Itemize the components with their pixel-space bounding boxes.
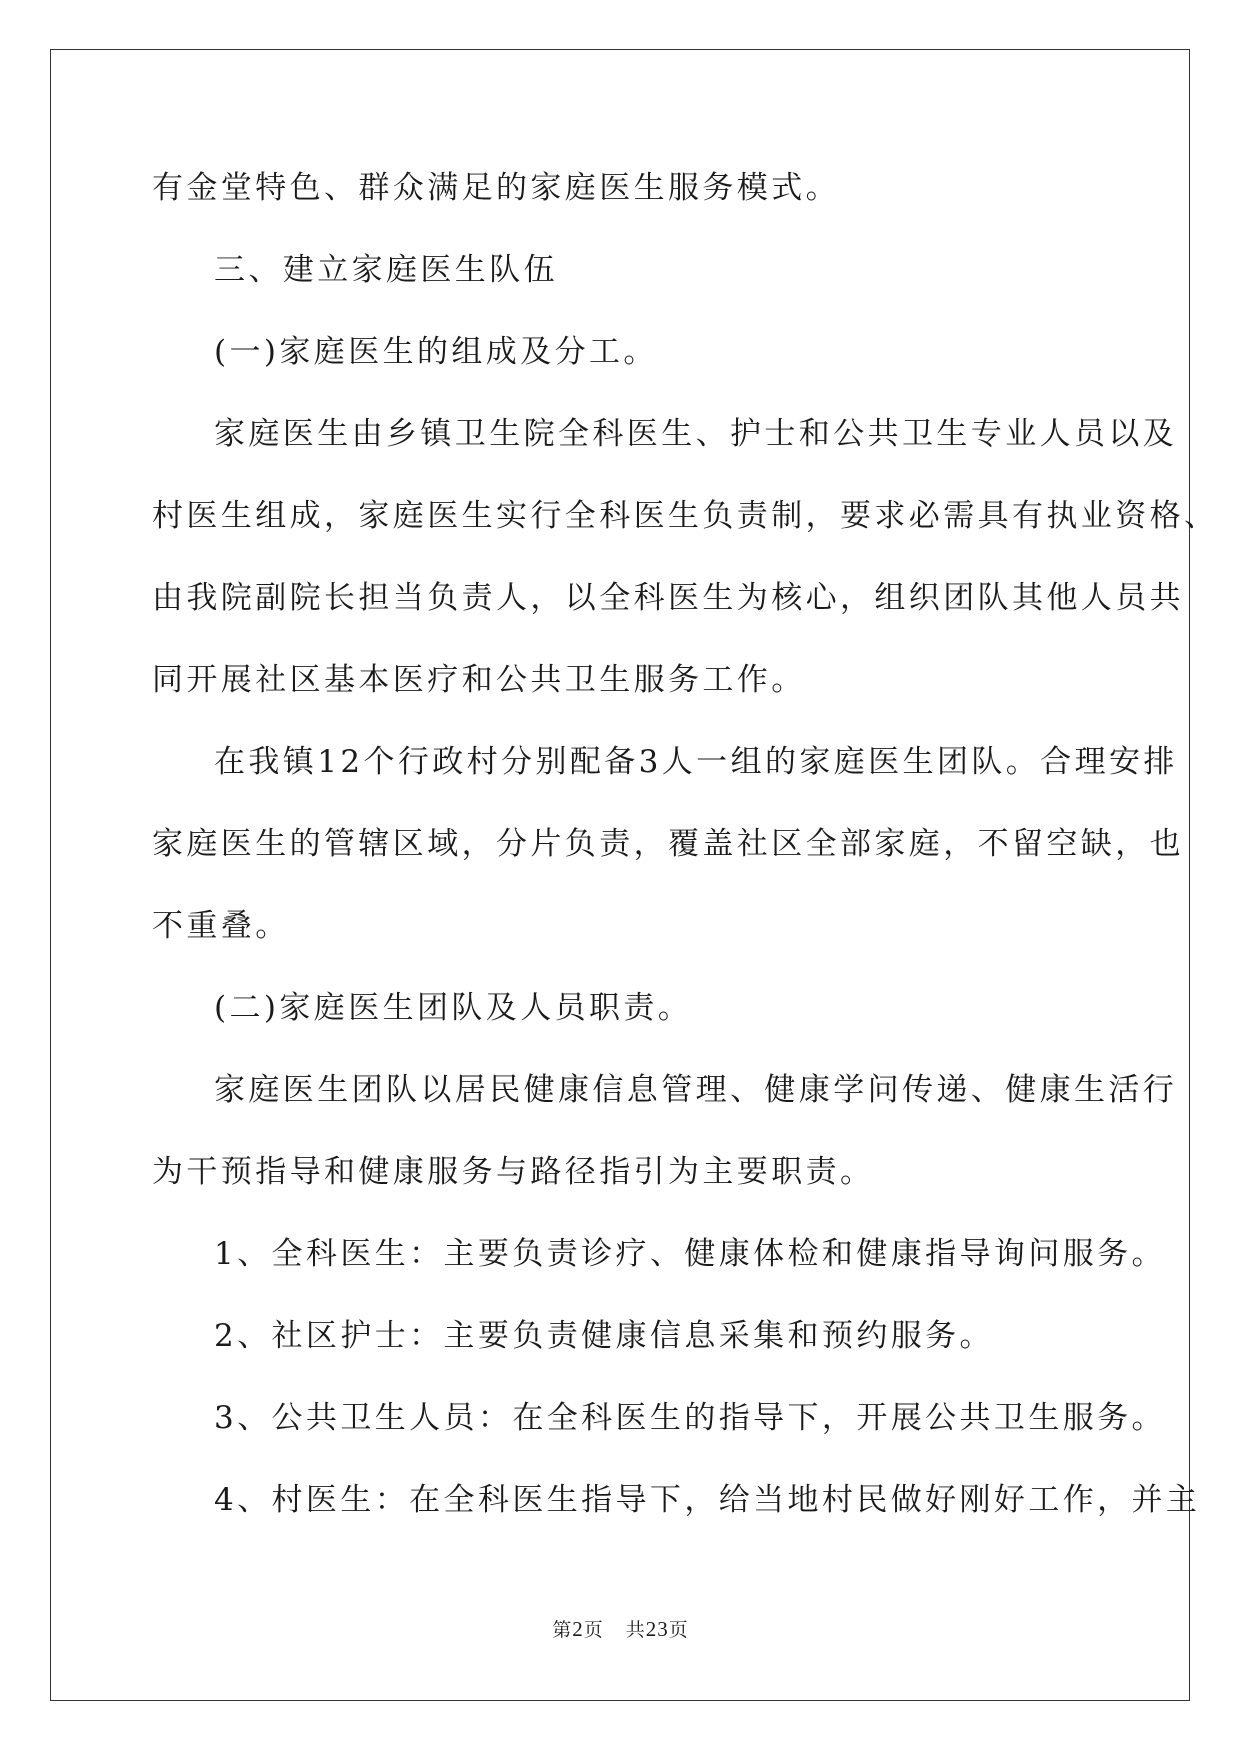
list-item: 3、公共卫生人员：在全科医生的指导下，开展公共卫生服务。 xyxy=(214,1400,1166,1436)
subsection-heading: (一)家庭医生的组成及分工。 xyxy=(214,334,658,370)
paragraph-line: 家庭医生的管辖区域，分片负责，覆盖社区全部家庭，不留空缺，也 xyxy=(152,826,1184,862)
paragraph-line: 同开展社区基本医疗和公共卫生服务工作。 xyxy=(152,662,806,698)
document-body xyxy=(152,168,1219,1562)
total-suffix: 页 xyxy=(668,1619,689,1641)
list-item: 4、村医生：在全科医生指导下，给当地村民做好刚好工作，并主 xyxy=(214,1482,1201,1518)
page-number: 2 xyxy=(572,1617,584,1641)
total-pages: 23 xyxy=(645,1617,669,1641)
paragraph-line: 为干预指导和健康服务与路径指引为主要职责。 xyxy=(152,1154,875,1190)
paragraph-line: 村医生组成，家庭医生实行全科医生负责制，要求必需具有执业资格、 xyxy=(152,498,1219,534)
paragraph-line: 在我镇12个行政村分别配备3人一组的家庭医生团队。合理安排 xyxy=(214,744,1178,780)
page-prefix: 第 xyxy=(552,1619,573,1641)
list-item: 2、社区护士：主要负责健康信息采集和预约服务。 xyxy=(214,1318,994,1354)
section-heading: 三、建立家庭医生队伍 xyxy=(214,252,558,288)
paragraph-line: 不重叠。 xyxy=(152,908,290,944)
total-prefix: 共 xyxy=(625,1619,646,1641)
page-footer xyxy=(0,1615,1241,1642)
subsection-heading: (二)家庭医生团队及人员职责。 xyxy=(214,990,693,1026)
page-suffix: 页 xyxy=(583,1619,604,1641)
list-item: 1、全科医生：主要负责诊疗、健康体检和健康指导询问服务。 xyxy=(214,1236,1166,1272)
paragraph-line: 家庭医生团队以居民健康信息管理、健康学问传递、健康生活行 xyxy=(214,1072,1178,1108)
paragraph-line: 由我院副院长担当负责人，以全科医生为核心，组织团队其他人员共 xyxy=(152,580,1184,616)
paragraph-line: 家庭医生由乡镇卫生院全科医生、护士和公共卫生专业人员以及 xyxy=(214,416,1178,452)
paragraph-line: 有金堂特色、群众满足的家庭医生服务模式。 xyxy=(152,170,840,206)
